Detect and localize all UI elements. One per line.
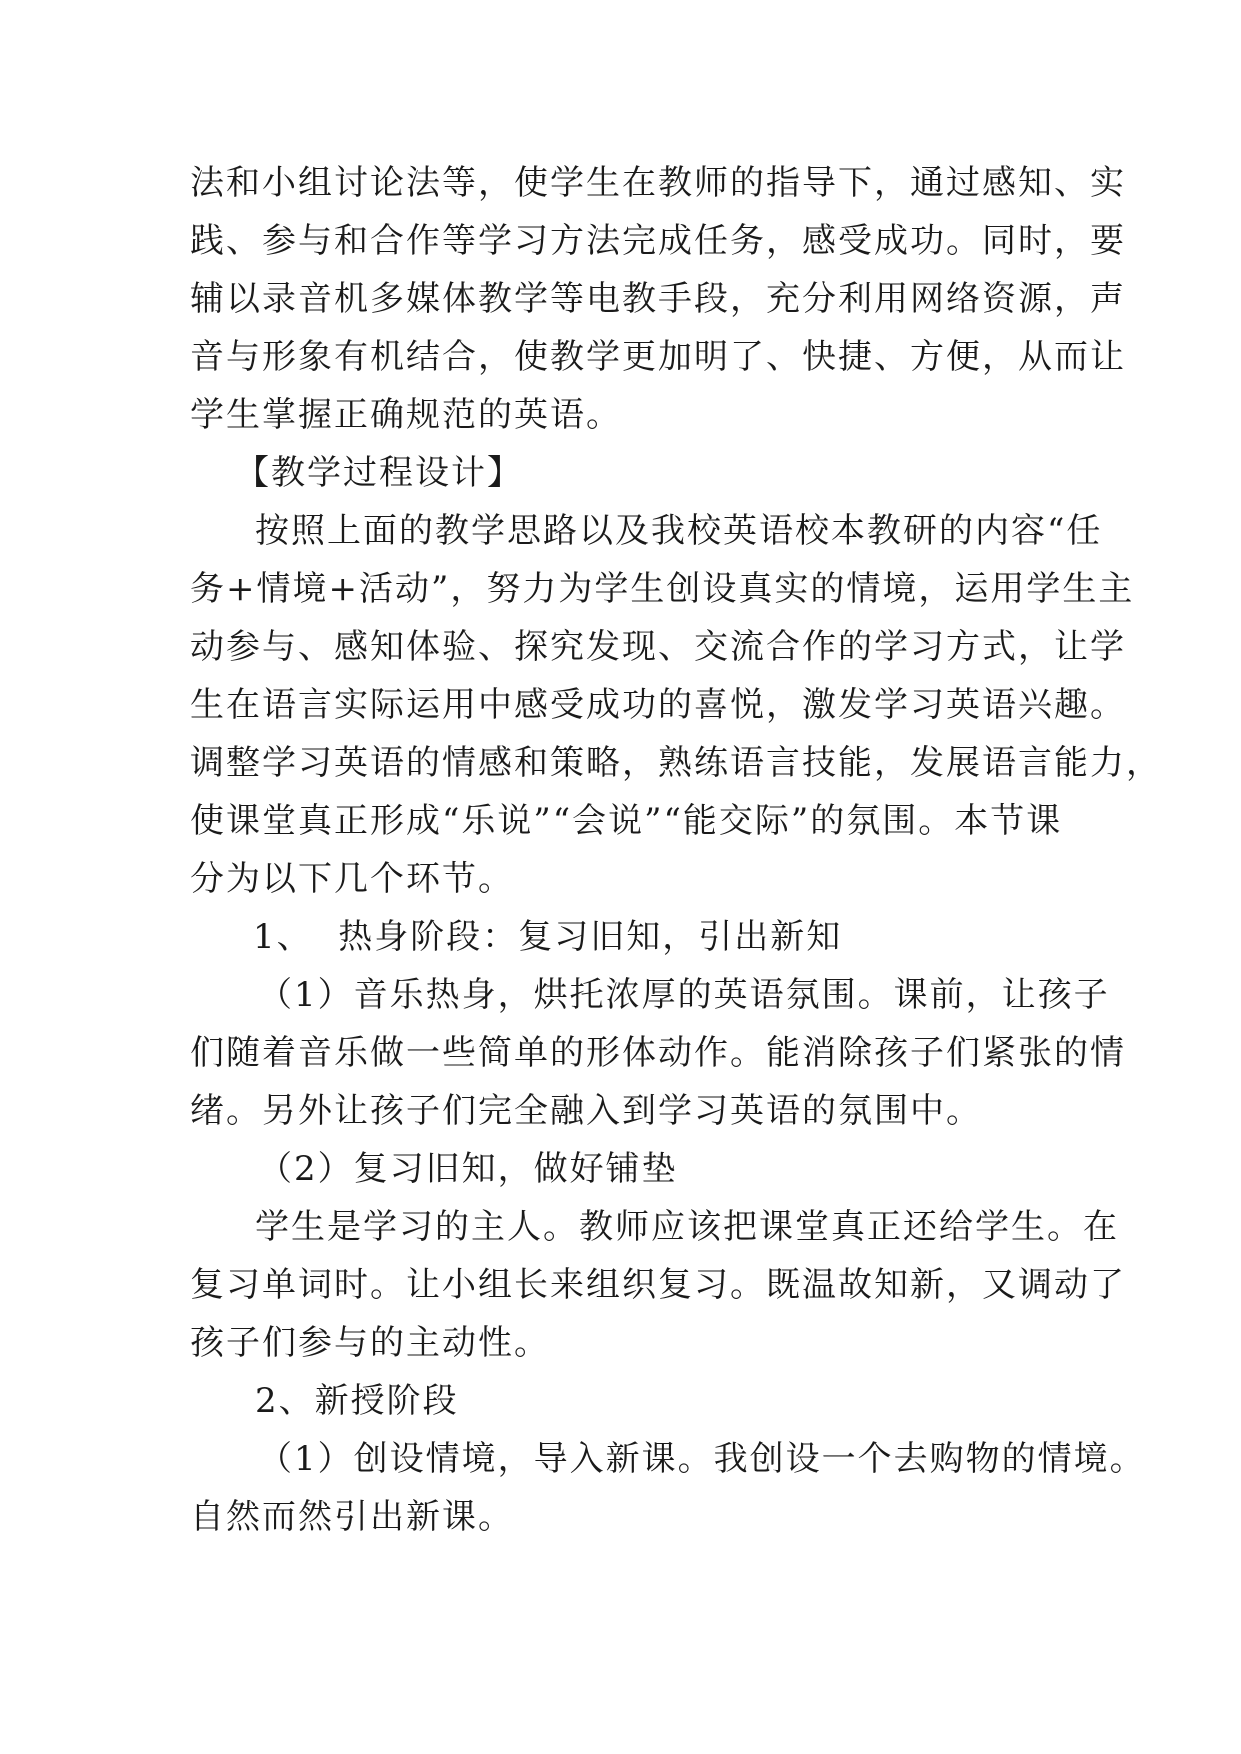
- text-line: 自然而然引出新课。: [190, 1497, 514, 1537]
- text-line: 辅以录音机多媒体教学等电教手段，充分利用网络资源，声: [190, 279, 1126, 319]
- text-line: 学生掌握正确规范的英语。: [190, 395, 622, 435]
- text-line: 践、参与和合作等学习方法完成任务，感受成功。同时，要: [190, 221, 1126, 261]
- subsection-heading: 2、新授阶段: [255, 1381, 459, 1421]
- text-line: 使课堂真正形成“乐说”“会说”“能交际”的氛围。本节课: [190, 801, 1063, 841]
- text-line: 分为以下几个环节。: [190, 859, 514, 899]
- text-line: 复习单词时。让小组长来组织复习。既温故知新，又调动了: [190, 1265, 1126, 1305]
- text-line: 动参与、感知体验、探究发现、交流合作的学习方式，让学: [190, 627, 1126, 667]
- subsection-heading: 1、 热身阶段：复习旧知，引出新知: [253, 917, 843, 957]
- text-line: （1）创设情境，导入新课。我创设一个去购物的情境。: [258, 1439, 1146, 1479]
- text-line: 调整学习英语的情感和策略，熟练语言技能，发展语言能力，: [190, 743, 1162, 783]
- text-line: 生在语言实际运用中感受成功的喜悦，激发学习英语兴趣。: [190, 685, 1126, 725]
- text-line: 法和小组讨论法等，使学生在教师的指导下，通过感知、实: [190, 163, 1126, 203]
- subsection-heading: （2）复习旧知，做好铺垫: [258, 1149, 678, 1189]
- text-line: 绪。另外让孩子们完全融入到学习英语的氛围中。: [190, 1091, 982, 1131]
- text-line: 们随着音乐做一些简单的形体动作。能消除孩子们紧张的情: [190, 1033, 1126, 1073]
- text-line: 孩子们参与的主动性。: [190, 1323, 550, 1363]
- text-line: 务+情境+活动”，努力为学生创设真实的情境，运用学生主: [190, 569, 1135, 609]
- text-line: 学生是学习的主人。教师应该把课堂真正还给学生。在: [255, 1207, 1119, 1247]
- text-line: 音与形象有机结合，使教学更加明了、快捷、方便，从而让: [190, 337, 1126, 377]
- section-heading: 【教学过程设计】: [235, 453, 523, 493]
- text-line: 按照上面的教学思路以及我校英语校本教研的内容“任: [255, 511, 1103, 551]
- text-line: （1）音乐热身，烘托浓厚的英语氛围。课前，让孩子: [258, 975, 1110, 1015]
